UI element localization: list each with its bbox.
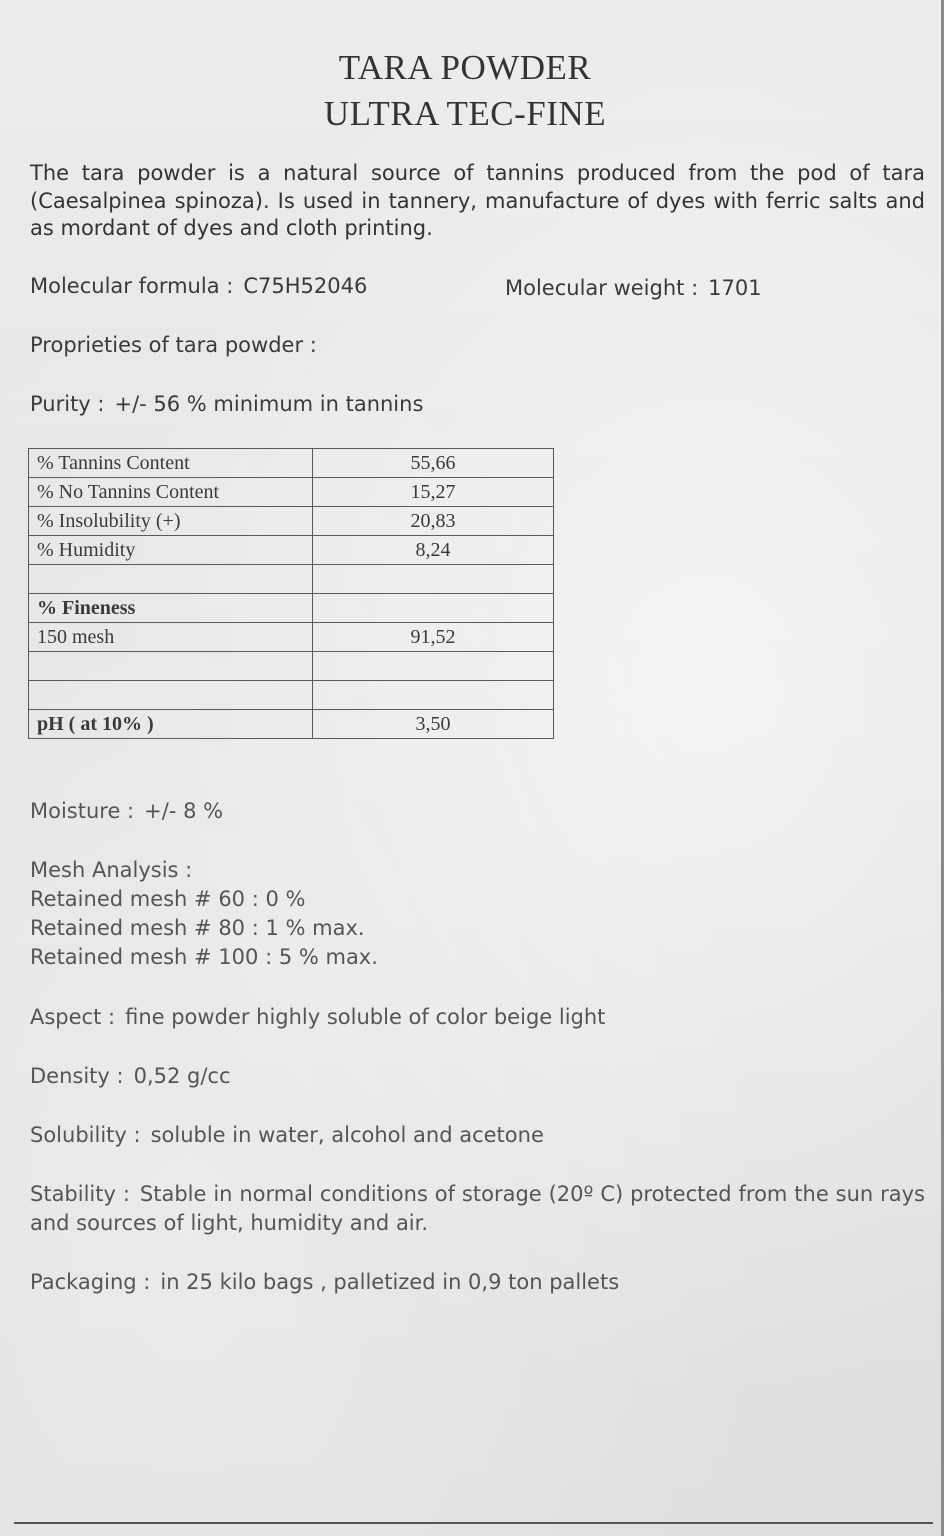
row-value: 55,66 <box>313 449 554 478</box>
stability-value: Stable in normal conditions of storage (20º C) protected from the sun rays and sources of light, humidity and air. <box>30 1182 925 1235</box>
purity-value: +/- 56 % minimum in tannins <box>114 392 424 416</box>
aspect-label: Aspect : <box>30 1005 116 1029</box>
packaging-value: in 25 kilo bags , palletized in 0,9 ton pallets <box>160 1270 620 1294</box>
density-value: 0,52 g/cc <box>133 1064 231 1088</box>
purity <box>30 390 423 418</box>
moisture-value: +/- 8 % <box>144 799 224 823</box>
density-label: Density : <box>30 1064 124 1088</box>
table-row <box>29 623 554 652</box>
molecular-weight-label: Molecular weight : <box>505 276 699 300</box>
row-label: pH ( at 10% ) <box>29 710 313 739</box>
row-value: 3,50 <box>313 710 554 739</box>
row-label <box>29 652 313 681</box>
row-value <box>313 565 554 594</box>
solubility-label: Solubility : <box>30 1123 141 1147</box>
moisture <box>30 797 223 825</box>
table-row <box>29 449 554 478</box>
row-label <box>29 565 313 594</box>
molecular-formula <box>30 272 367 300</box>
intro-paragraph: The tara powder is a natural source of tannins produced from the pod of tara (Caesalpinea spinoza). Is used in tannery, manufacture of dyes with ferric salts and as mordant of dyes and cloth printing. <box>30 161 925 240</box>
table-row <box>29 507 554 536</box>
aspect-value: fine powder highly soluble of color beige light <box>125 1005 606 1029</box>
row-label: % Insolubility (+) <box>29 507 313 536</box>
moisture-label: Moisture : <box>30 799 135 823</box>
row-label <box>29 681 313 710</box>
table-row <box>29 594 554 623</box>
packaging-label: Packaging : <box>30 1270 151 1294</box>
packaging <box>30 1268 619 1296</box>
stability <box>30 1180 925 1238</box>
solubility-value: soluble in water, alcohol and acetone <box>150 1123 544 1147</box>
document-subtitle: ULTRA TEC-FINE <box>323 94 607 133</box>
row-value: 91,52 <box>313 623 554 652</box>
table-row-empty <box>29 681 554 710</box>
mesh-analysis-line: Retained mesh # 80 : 1 % max. <box>30 916 365 940</box>
row-label: % Tannins Content <box>29 449 313 478</box>
table-row <box>29 710 554 739</box>
purity-label: Purity : <box>30 392 105 416</box>
table-row <box>29 536 554 565</box>
proprieties-heading: Proprieties of tara powder : <box>30 333 317 357</box>
row-value: 20,83 <box>313 507 554 536</box>
molecular-formula-value: C75H52046 <box>243 274 368 298</box>
row-value: 8,24 <box>313 536 554 565</box>
properties-table <box>28 448 554 739</box>
molecular-weight-value: 1701 <box>708 276 762 300</box>
mesh-analysis-line: Retained mesh # 60 : 0 % <box>30 887 306 911</box>
table-row <box>29 478 554 507</box>
row-label: 150 mesh <box>29 623 313 652</box>
row-value <box>313 681 554 710</box>
aspect <box>30 1003 605 1031</box>
stability-label: Stability : <box>30 1182 130 1206</box>
table-row-empty <box>29 652 554 681</box>
document-title: TARA POWDER <box>338 48 592 87</box>
row-label: % No Tannins Content <box>29 478 313 507</box>
row-value <box>313 652 554 681</box>
density <box>30 1062 231 1090</box>
table-row-empty <box>29 565 554 594</box>
mesh-analysis-line: Retained mesh # 100 : 5 % max. <box>30 945 378 969</box>
molecular-formula-label: Molecular formula : <box>30 274 234 298</box>
row-label: % Humidity <box>29 536 313 565</box>
mesh-analysis-heading: Mesh Analysis : <box>30 858 193 882</box>
row-value: 15,27 <box>313 478 554 507</box>
bottom-rule <box>14 1522 933 1524</box>
molecular-weight <box>505 274 762 302</box>
solubility <box>30 1121 544 1149</box>
row-label: % Fineness <box>29 594 313 623</box>
row-value <box>313 594 554 623</box>
